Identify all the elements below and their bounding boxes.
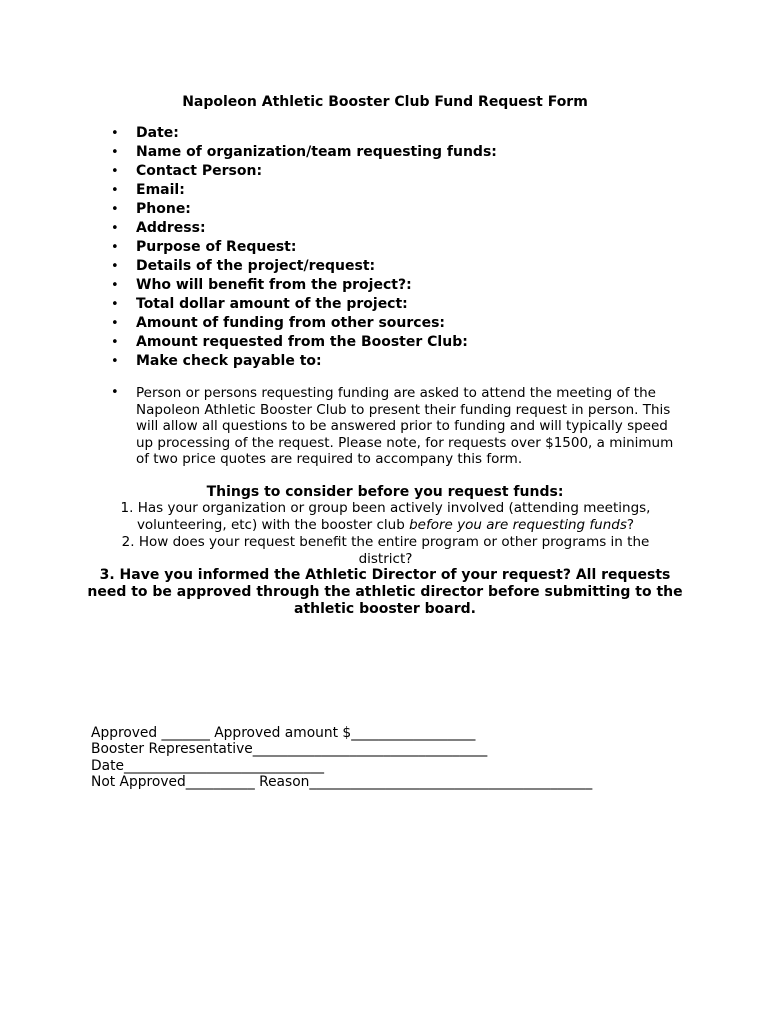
- field-other-sources: [108, 314, 497, 333]
- field-details: [108, 257, 497, 276]
- field-label: Details of the project/request:: [136, 258, 376, 274]
- field-label: Purpose of Request:: [136, 239, 297, 255]
- bullet-icon: •: [111, 316, 119, 331]
- request-fields-list: [108, 124, 497, 371]
- field-phone: [108, 200, 497, 219]
- field-address: [108, 219, 497, 238]
- date-line: Date_____________________________: [91, 758, 325, 774]
- bullet-icon: •: [111, 335, 119, 350]
- field-label: Phone:: [136, 201, 191, 217]
- booster-representative-line: Booster Representative__________________________________: [91, 741, 488, 757]
- consider-item-1-text: 1. Has your organization or group been actively involved (attending meetings, volunteering, etc) with the booster club: [120, 500, 651, 533]
- field-amount-requested: [108, 333, 497, 352]
- attendance-note-text: Person or persons requesting funding are asked to attend the meeting of the Napoleon Athletic Booster Club to present their funding request in person. This will allow all questions to be answered prior to funding and will typically speed up processing of the request. Please note, for requests over $1500, a minimum of two price quotes are required to accompany this form.: [136, 385, 674, 468]
- consider-item-2: 2. How does your request benefit the entire program or other programs in the district?: [121, 534, 650, 567]
- consider-item-1-end: ?: [626, 516, 635, 533]
- field-label: Total dollar amount of the project:: [136, 296, 408, 312]
- bullet-icon: •: [111, 240, 119, 255]
- field-total-amount: [108, 295, 497, 314]
- field-payable-to: [108, 352, 497, 371]
- field-organization: [108, 143, 497, 162]
- bullet-icon: •: [111, 297, 119, 312]
- not-approved-line: Not Approved__________ Reason_________________________________________: [91, 774, 593, 790]
- consider-item-1-emphasis: before you are requesting funds: [409, 516, 627, 533]
- consider-item-3-text: . Have you informed the Athletic Director of your request? All requests need to be approved through the athletic director before submitting to the athletic booster board.: [87, 567, 683, 617]
- field-label: Who will benefit from the project?:: [136, 277, 412, 293]
- field-label: Amount requested from the Booster Club:: [136, 334, 468, 350]
- field-contact-person: [108, 162, 497, 181]
- consider-item-3: [84, 567, 686, 617]
- attendance-note: [108, 385, 688, 468]
- field-beneficiaries: [108, 276, 497, 295]
- consider-item-1: [108, 500, 663, 533]
- field-label: Make check payable to:: [136, 353, 322, 369]
- bullet-icon: •: [111, 385, 119, 400]
- bullet-icon: •: [111, 278, 119, 293]
- approved-line: Approved _______ Approved amount $__________________: [91, 725, 476, 741]
- bullet-icon: •: [111, 145, 119, 160]
- bullet-icon: •: [111, 259, 119, 274]
- field-label: Amount of funding from other sources:: [136, 315, 446, 331]
- bullet-icon: •: [111, 221, 119, 236]
- field-email: [108, 181, 497, 200]
- field-label: Address:: [136, 220, 206, 236]
- bullet-icon: •: [111, 126, 119, 141]
- consider-item-3-number: 3: [99, 567, 110, 583]
- consider-heading: Things to consider before you request funds:: [206, 484, 564, 500]
- field-label: Email:: [136, 182, 185, 198]
- form-title: Napoleon Athletic Booster Club Fund Request Form: [182, 94, 588, 110]
- bullet-icon: •: [111, 183, 119, 198]
- field-purpose: [108, 238, 497, 257]
- bullet-icon: •: [111, 202, 119, 217]
- field-label: Contact Person:: [136, 163, 263, 179]
- field-label: Name of organization/team requesting funds:: [136, 144, 497, 160]
- field-date: [108, 124, 497, 143]
- bullet-icon: •: [111, 354, 119, 369]
- field-label: Date:: [136, 125, 179, 141]
- bullet-icon: •: [111, 164, 119, 179]
